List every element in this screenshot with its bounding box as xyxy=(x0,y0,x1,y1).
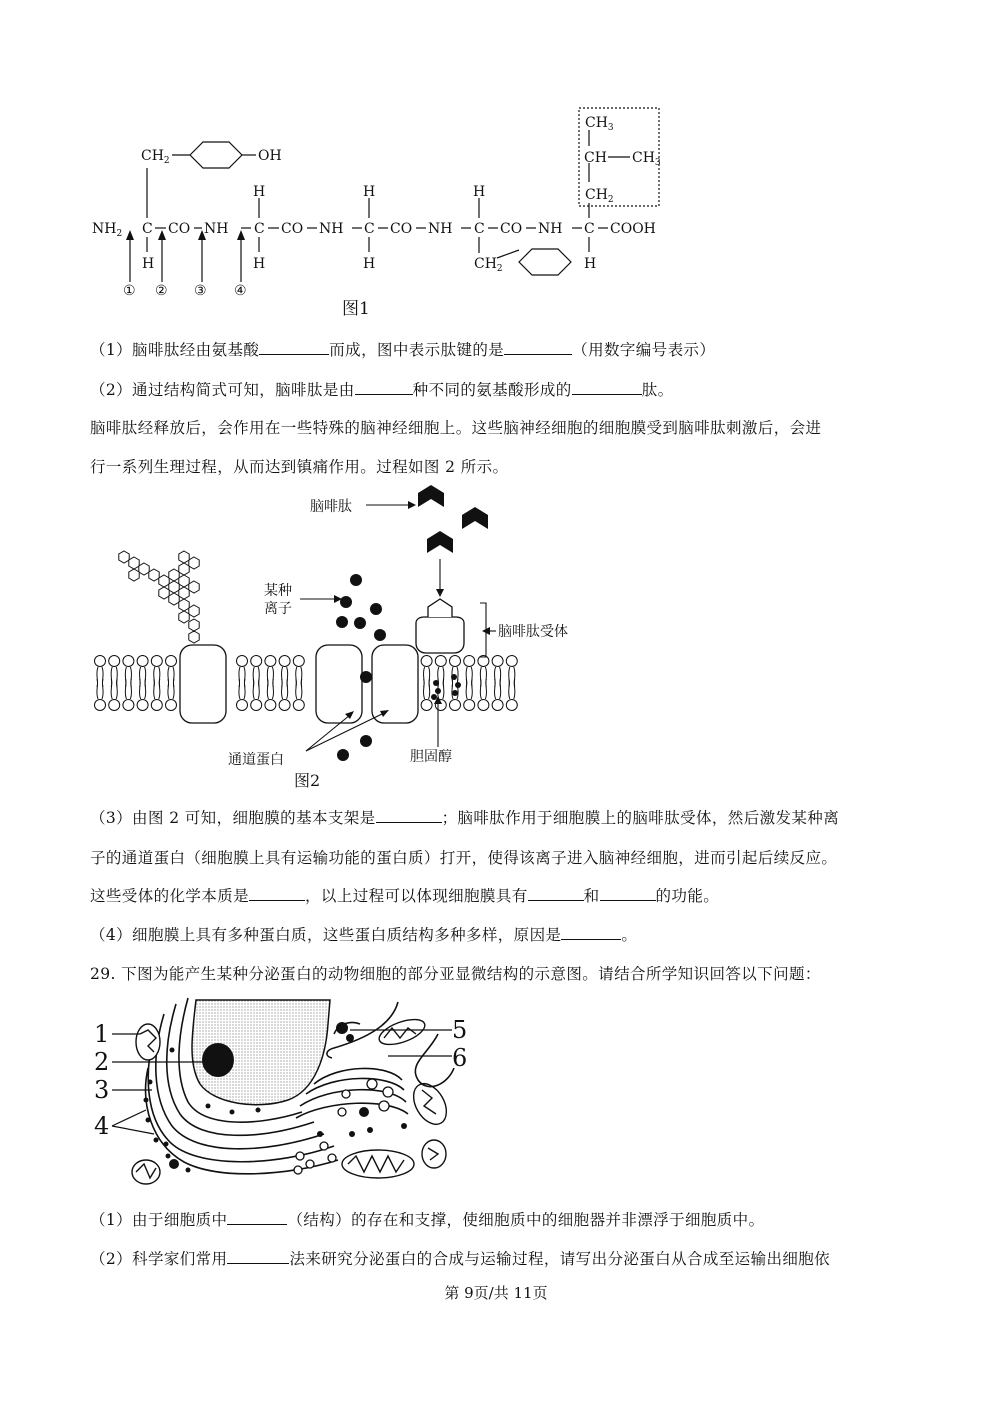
q4-text-a: （4）细胞膜上具有多种蛋白质，这些蛋白质结构多种多样，原因是 xyxy=(90,926,562,944)
s1-text-a: （1）由于细胞质中 xyxy=(90,1211,228,1229)
answer-blank[interactable] xyxy=(600,886,656,901)
phospholipid xyxy=(464,656,475,688)
phospholipid xyxy=(492,656,503,688)
phospholipid xyxy=(492,679,503,711)
receptor-site xyxy=(428,599,452,617)
phospholipid xyxy=(279,656,290,688)
nh2-label: $NH_2$ xyxy=(92,221,123,239)
question-29: 29. 下图为能产生某种分泌蛋白的动物细胞的部分亚显微结构的示意图。请结合所学知识回答以下问题： xyxy=(90,965,821,983)
nh-4: NH xyxy=(538,221,563,237)
ch3-right: $CH_3$ xyxy=(632,150,661,168)
answer-blank[interactable] xyxy=(227,1210,287,1225)
alpha-carbon-2: C xyxy=(254,221,265,237)
phospholipid xyxy=(265,656,276,688)
phospholipid xyxy=(464,679,475,711)
oh-label: OH xyxy=(258,148,282,164)
marker-3: ③ xyxy=(194,283,207,299)
phospholipid xyxy=(151,656,162,688)
q2-text-c: 肽。 xyxy=(641,381,674,399)
channel-protein-left xyxy=(316,645,362,723)
ch2-phe: $CH_2$ xyxy=(474,256,503,274)
answer-blank[interactable] xyxy=(249,886,305,901)
q3-line3-d: 的功能。 xyxy=(655,887,720,905)
h-atom: H xyxy=(363,184,376,200)
phospholipid xyxy=(478,656,489,688)
page-footer: 第 9页/共 11页 xyxy=(444,1284,548,1302)
alpha-carbon-4: C xyxy=(474,221,485,237)
label-enkephalin: 脑啡肽 xyxy=(310,499,352,515)
phospholipid xyxy=(251,656,262,688)
h-atom: H xyxy=(253,184,266,200)
s1-text-b: （结构）的存在和支撑，使细胞质中的细胞器并非漂浮于细胞质中。 xyxy=(287,1211,765,1229)
co-2: CO xyxy=(281,221,304,237)
answer-blank[interactable] xyxy=(504,340,572,355)
cell-label-6: 6 xyxy=(452,1044,468,1072)
question-4 xyxy=(90,923,637,945)
q4-text-b: 。 xyxy=(621,926,638,944)
q2-text-b: 种不同的氨基酸形成的 xyxy=(412,381,572,399)
phospholipid xyxy=(123,679,134,711)
alpha-carbon-1: C xyxy=(142,221,153,237)
h-atom: H xyxy=(584,256,597,272)
figure-2-cell-membrane xyxy=(88,485,608,795)
s2-text-b: 法来研究分泌蛋白的合成与运输过程，请写出分泌蛋白从合成至运输出细胞依 xyxy=(289,1250,831,1268)
cell-label-4: 4 xyxy=(94,1112,110,1140)
phospholipid xyxy=(506,656,517,688)
label-channel-protein: 通道蛋白 xyxy=(228,752,284,768)
phospholipid xyxy=(478,679,489,711)
q3-line3-b: ，以上过程可以体现细胞膜具有 xyxy=(305,887,528,905)
phospholipid xyxy=(237,656,248,688)
ch3-top: $CH_3$ xyxy=(585,115,614,133)
paragraph-line-2: 行一系列生理过程，从而达到镇痛作用。过程如图 2 所示。 xyxy=(90,458,509,476)
ch-label: CH xyxy=(584,150,607,166)
nucleolus xyxy=(202,1043,234,1077)
phospholipid xyxy=(151,679,162,711)
co-1: CO xyxy=(168,221,191,237)
phospholipid xyxy=(109,679,120,711)
sub-question-2 xyxy=(90,1247,830,1269)
question-1 xyxy=(90,338,715,360)
phospholipid xyxy=(237,679,248,711)
answer-blank[interactable] xyxy=(227,1249,289,1264)
nh-1: NH xyxy=(204,221,229,237)
cell-label-2: 2 xyxy=(94,1048,110,1076)
question-3 xyxy=(90,806,839,828)
marker-4: ④ xyxy=(234,283,247,299)
question-3-line-3 xyxy=(90,884,719,906)
q3-line3-a: 这些受体的化学本质是 xyxy=(90,887,250,905)
marker-2: ② xyxy=(155,283,168,299)
phospholipid xyxy=(293,656,304,688)
q3-line3-c: 和 xyxy=(583,887,600,905)
receptor-body xyxy=(416,617,464,653)
answer-blank[interactable] xyxy=(528,886,584,901)
phospholipid xyxy=(265,679,276,711)
ch2-label: $CH_2$ xyxy=(141,148,170,166)
question-2 xyxy=(90,378,674,400)
phospholipid xyxy=(137,679,148,711)
figure-1-caption: 图1 xyxy=(342,299,370,319)
q1-text-c: （用数字编号表示） xyxy=(572,341,716,359)
co-4: CO xyxy=(500,221,523,237)
phospholipid xyxy=(166,656,177,688)
s2-text-a: （2）科学家们常用 xyxy=(90,1250,228,1268)
phospholipid xyxy=(166,679,177,711)
figure-2-caption: 图2 xyxy=(294,771,321,790)
cell-label-1: 1 xyxy=(94,1020,110,1048)
cholesterol xyxy=(431,674,461,700)
membrane-protein xyxy=(180,645,226,723)
sub-question-1 xyxy=(90,1208,764,1230)
q3-text-a: （3）由图 2 可知，细胞膜的基本支架是 xyxy=(90,809,376,827)
h-atom: H xyxy=(363,256,376,272)
q2-text-a: （2）通过结构简式可知，脑啡肽是由 xyxy=(90,381,355,399)
alpha-carbon-5: C xyxy=(584,221,595,237)
phospholipid xyxy=(421,679,432,711)
answer-blank[interactable] xyxy=(561,925,621,940)
question-3-line-2: 子的通道蛋白（细胞膜上具有运输功能的蛋白质）打开，使得该离子进入脑神经细胞，进而引起后续反应。 xyxy=(90,849,838,867)
figure-3-cell-ultrastructure xyxy=(88,994,478,1194)
phospholipid xyxy=(95,679,106,711)
h-atom: H xyxy=(253,256,266,272)
ch2-box: $CH_2$ xyxy=(585,187,614,205)
glycolipid-chain xyxy=(119,551,199,643)
phospholipid xyxy=(279,679,290,711)
h-atom: H xyxy=(473,184,486,200)
phospholipid xyxy=(137,656,148,688)
answer-blank[interactable] xyxy=(355,380,413,395)
label-ion-line2: 离子 xyxy=(264,601,292,617)
cooh-label: COOH xyxy=(610,221,656,237)
label-receptor: 脑啡肽受体 xyxy=(498,624,568,640)
cell-label-3: 3 xyxy=(94,1076,110,1104)
label-ion-line1: 某种 xyxy=(264,583,292,599)
phospholipid xyxy=(293,679,304,711)
answer-blank[interactable] xyxy=(259,340,329,355)
phospholipid xyxy=(421,656,432,688)
phospholipid xyxy=(95,656,106,688)
phospholipid xyxy=(123,656,134,688)
q3-text-b: ；脑啡肽作用于细胞膜上的脑啡肽受体，然后激发某种离 xyxy=(441,809,840,827)
q1-text-b: 而成，图中表示肽键的是 xyxy=(329,341,505,359)
label-cholesterol: 胆固醇 xyxy=(410,749,452,765)
answer-blank[interactable] xyxy=(376,808,442,823)
h-atom: H xyxy=(142,256,155,272)
phospholipid xyxy=(506,679,517,711)
phospholipid xyxy=(251,679,262,711)
channel-protein-right xyxy=(372,645,418,723)
marker-1: ① xyxy=(123,283,136,299)
phospholipid-bilayer xyxy=(95,656,518,711)
answer-blank[interactable] xyxy=(572,380,642,395)
nh-3: NH xyxy=(428,221,453,237)
q1-text-a: （1）脑啡肽经由氨基酸 xyxy=(90,341,260,359)
paragraph-line-1: 脑啡肽经释放后，会作用在一些特殊的脑神经细胞上。这些脑神经细胞的细胞膜受到脑啡肽刺激后，会进 xyxy=(90,419,822,437)
figure-1-peptide-structure xyxy=(88,100,678,325)
enkephalin-molecules xyxy=(418,485,488,553)
phospholipid xyxy=(109,656,120,688)
nh-2: NH xyxy=(319,221,344,237)
co-3: CO xyxy=(390,221,413,237)
alpha-carbon-3: C xyxy=(364,221,375,237)
cell-label-5: 5 xyxy=(452,1016,468,1044)
